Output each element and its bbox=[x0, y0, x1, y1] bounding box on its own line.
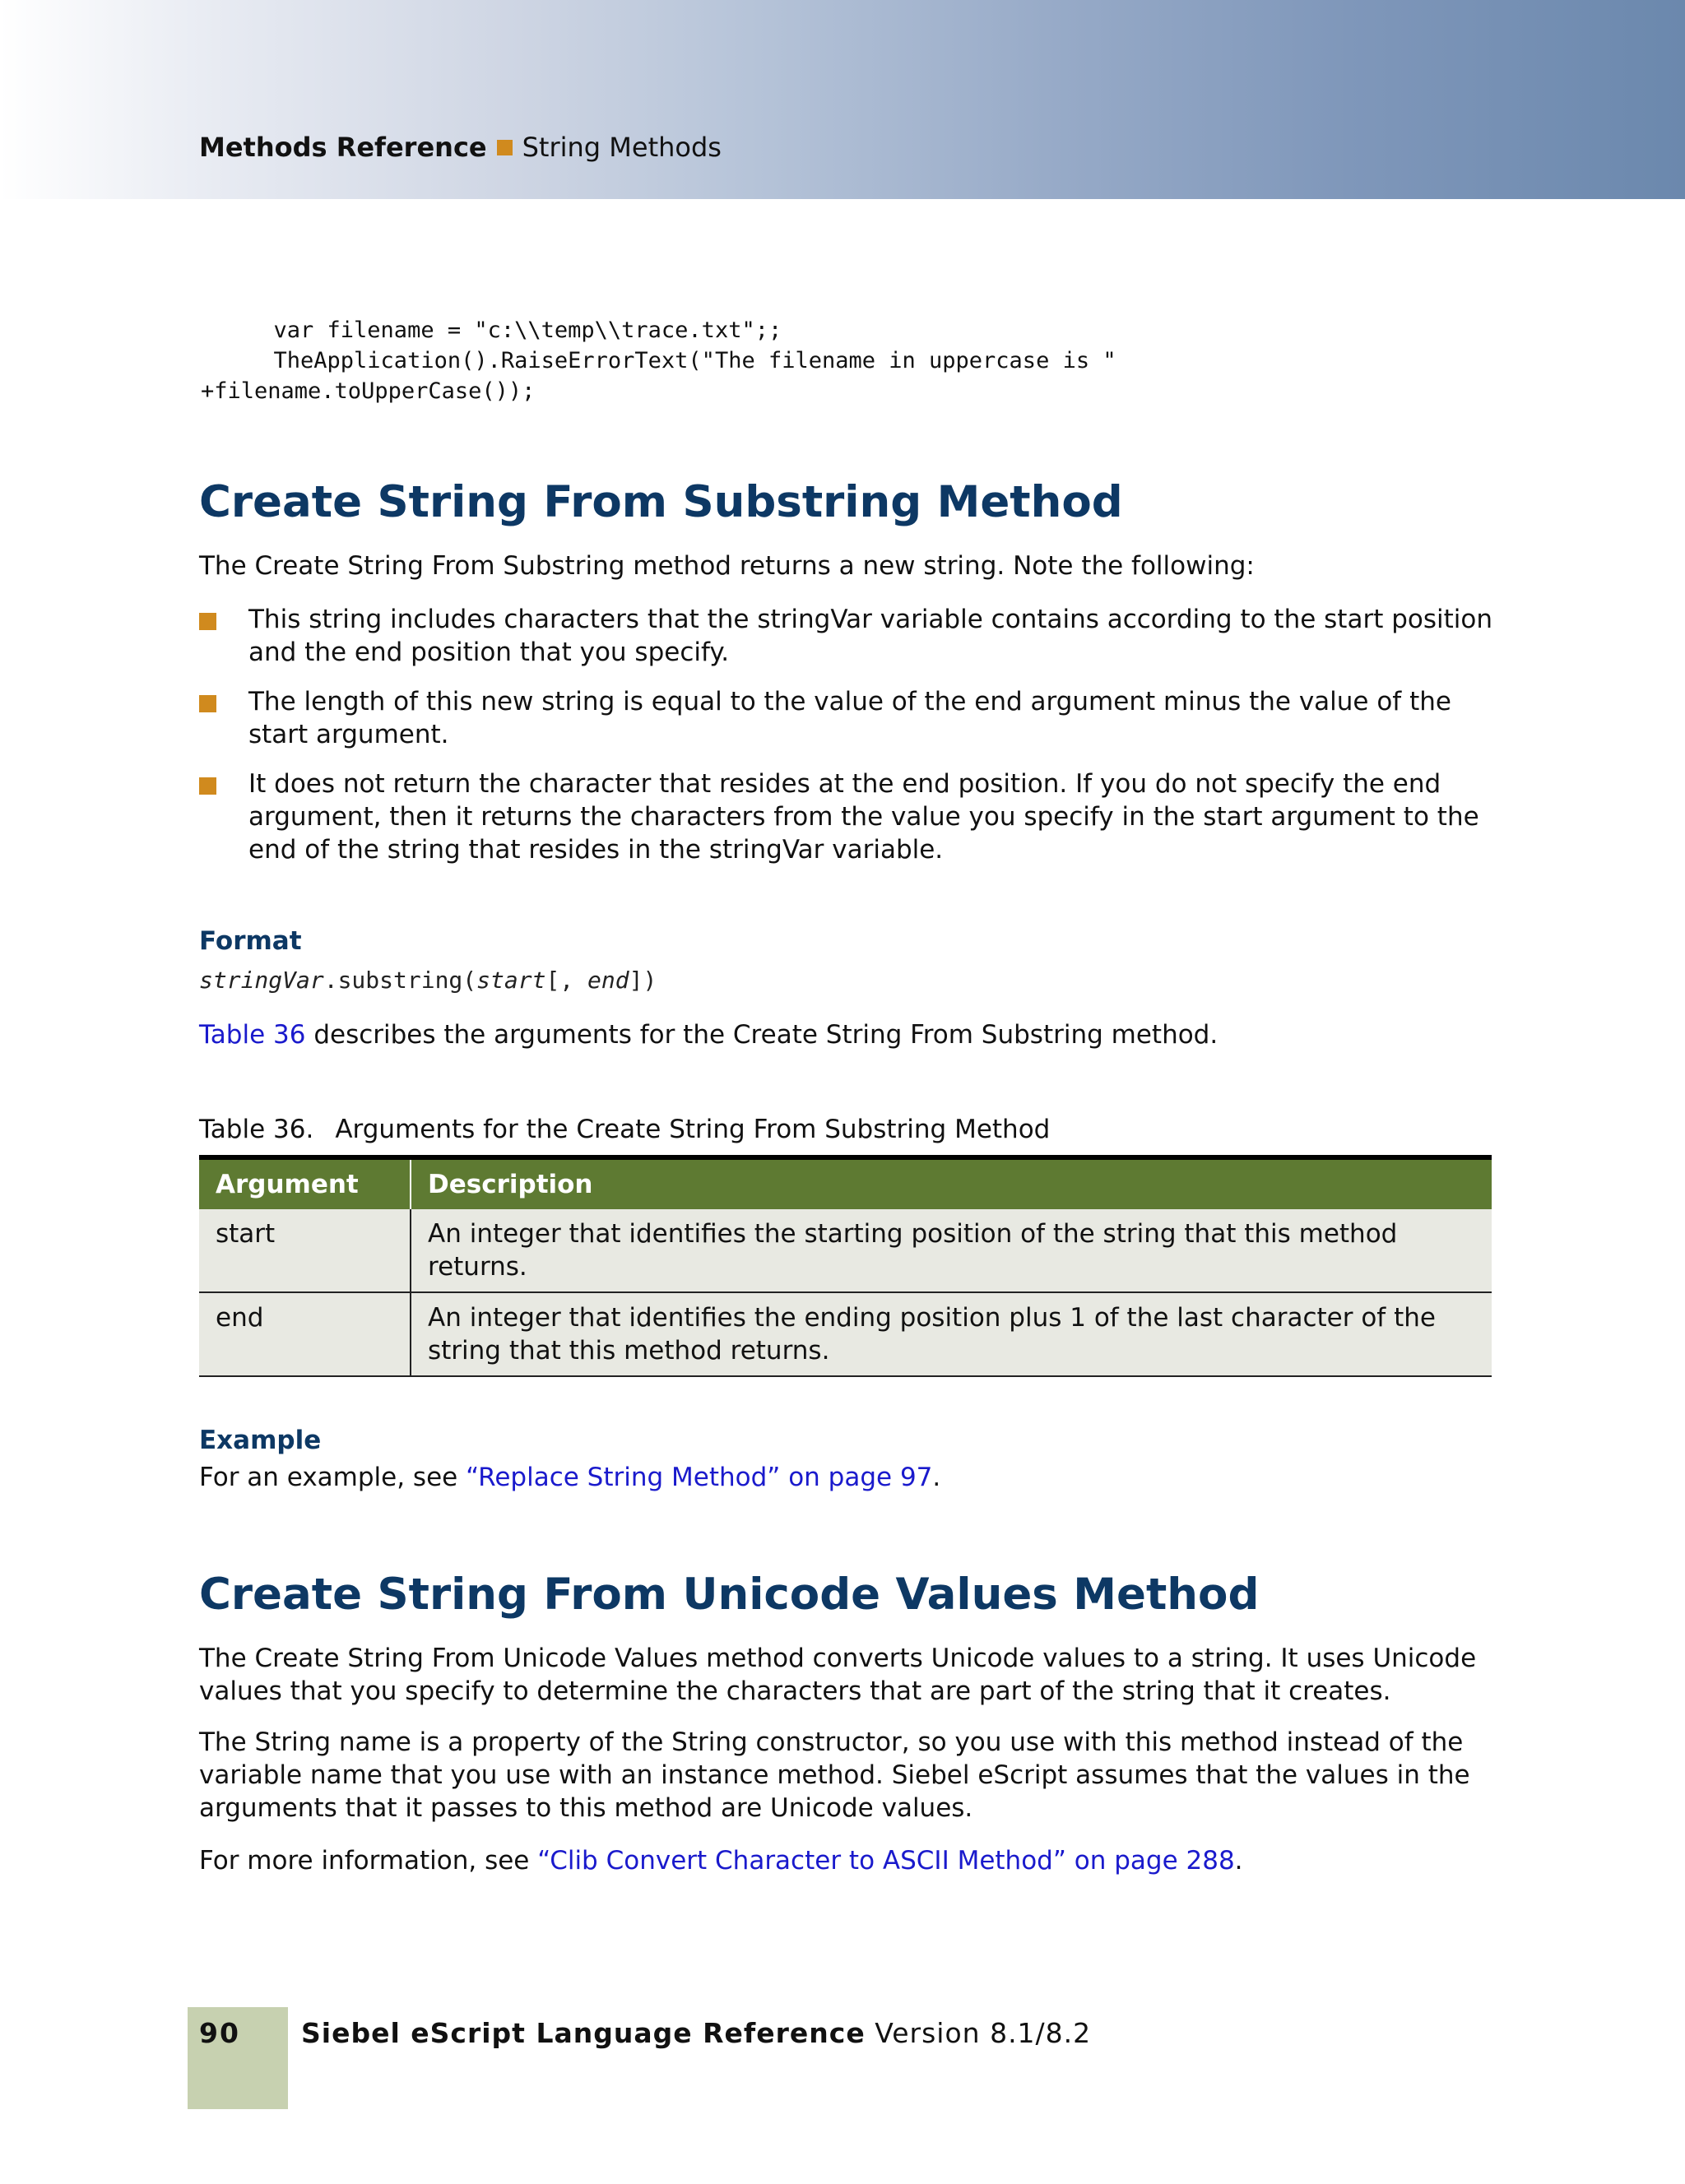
syntax-arg-start: start bbox=[476, 967, 546, 994]
table-caption-number: Table 36. bbox=[199, 1115, 314, 1144]
column-header-description: Description bbox=[411, 1157, 1492, 1209]
page-number: 90 bbox=[199, 2017, 240, 2049]
table-reference-text: describes the arguments for the Create String From Substring method. bbox=[305, 1020, 1218, 1050]
unicode-paragraph-1: The Create String From Unicode Values method converts Unicode values to a string. It uses Unicode values that you specify to determine the characters that are part of the string that it creates. bbox=[199, 1644, 1477, 1706]
book-version: Version 8.1/8.2 bbox=[875, 2017, 1092, 2049]
argument-cell: end bbox=[199, 1292, 411, 1376]
square-bullet-icon bbox=[199, 695, 216, 712]
code-line: +filename.toUpperCase()); bbox=[201, 378, 536, 404]
square-bullet-icon bbox=[199, 613, 216, 630]
running-header bbox=[199, 132, 722, 163]
clib-convert-link[interactable]: “Clib Convert Character to ASCII Method” on page 288 bbox=[537, 1846, 1235, 1876]
square-bullet-icon bbox=[497, 140, 513, 155]
unicode-paragraph-2: The String name is a property of the String constructor, so you use with this method instead of the variable name that you use with an instance method. Siebel eScript assumes that the values in the arguments that it passes to this method are Unicode values. bbox=[199, 1727, 1470, 1823]
more-info-prefix: For more information, see bbox=[199, 1846, 538, 1876]
header-subsection: String Methods bbox=[522, 132, 722, 163]
table-caption-title: Arguments for the Create String From Substring Method bbox=[335, 1115, 1051, 1144]
description-cell: An integer that identifies the ending position plus 1 of the last character of the string that this method returns. bbox=[411, 1292, 1492, 1376]
code-block bbox=[201, 315, 1116, 406]
replace-string-method-link[interactable]: “Replace String Method” on page 97 bbox=[466, 1463, 933, 1492]
syntax-method: .substring( bbox=[323, 967, 477, 994]
section-title-substring: Create String From Substring Method bbox=[199, 477, 1123, 527]
format-heading: Format bbox=[199, 926, 302, 956]
example-prefix: For an example, see bbox=[199, 1463, 467, 1492]
more-info-suffix: . bbox=[1234, 1846, 1243, 1876]
syntax-object: stringVar bbox=[199, 967, 324, 994]
header-section: Methods Reference bbox=[199, 132, 487, 163]
book-title: Siebel eScript Language Reference bbox=[301, 2017, 866, 2049]
example-heading: Example bbox=[199, 1426, 322, 1455]
syntax-close: ]) bbox=[629, 967, 657, 994]
more-info-paragraph bbox=[199, 1844, 1491, 1877]
code-line: var filename = "c:\\temp\\trace.txt";; bbox=[247, 318, 782, 343]
syntax-separator: [, bbox=[545, 967, 588, 994]
footer-book-title bbox=[301, 2017, 1091, 2049]
format-syntax bbox=[199, 967, 657, 994]
table-row bbox=[199, 1292, 1492, 1376]
arguments-table bbox=[199, 1155, 1492, 1377]
table-header-row bbox=[199, 1157, 1492, 1209]
table-36-link[interactable]: Table 36 bbox=[199, 1020, 306, 1050]
list-item-text: The length of this new string is equal to the value of the end argument minus the value of the start argument. bbox=[248, 687, 1451, 749]
code-line: TheApplication().RaiseErrorText("The filename in uppercase is " bbox=[247, 348, 1116, 373]
description-cell: An integer that identifies the starting position of the string that this method returns. bbox=[411, 1209, 1492, 1292]
intro-paragraph: The Create String From Substring method returns a new string. Note the following: bbox=[199, 551, 1255, 581]
square-bullet-icon bbox=[199, 777, 216, 795]
example-suffix: . bbox=[932, 1463, 941, 1492]
table-caption bbox=[199, 1115, 1050, 1144]
argument-cell: start bbox=[199, 1209, 411, 1292]
section-title-unicode: Create String From Unicode Values Method bbox=[199, 1570, 1260, 1620]
table-row bbox=[199, 1209, 1492, 1292]
table-reference-paragraph bbox=[199, 1018, 1491, 1051]
syntax-arg-end: end bbox=[587, 967, 629, 994]
example-paragraph bbox=[199, 1461, 1491, 1494]
column-header-argument: Argument bbox=[199, 1157, 411, 1209]
list-item-text: It does not return the character that resides at the end position. If you do not specify the end argument, then it returns the characters from the value you specify in the start argument to the end of the string that resides in the stringVar variable. bbox=[248, 769, 1479, 865]
list-item-text: This string includes characters that the stringVar variable contains according to the start position and the end position that you specify. bbox=[248, 605, 1492, 667]
header-band bbox=[0, 0, 1685, 199]
